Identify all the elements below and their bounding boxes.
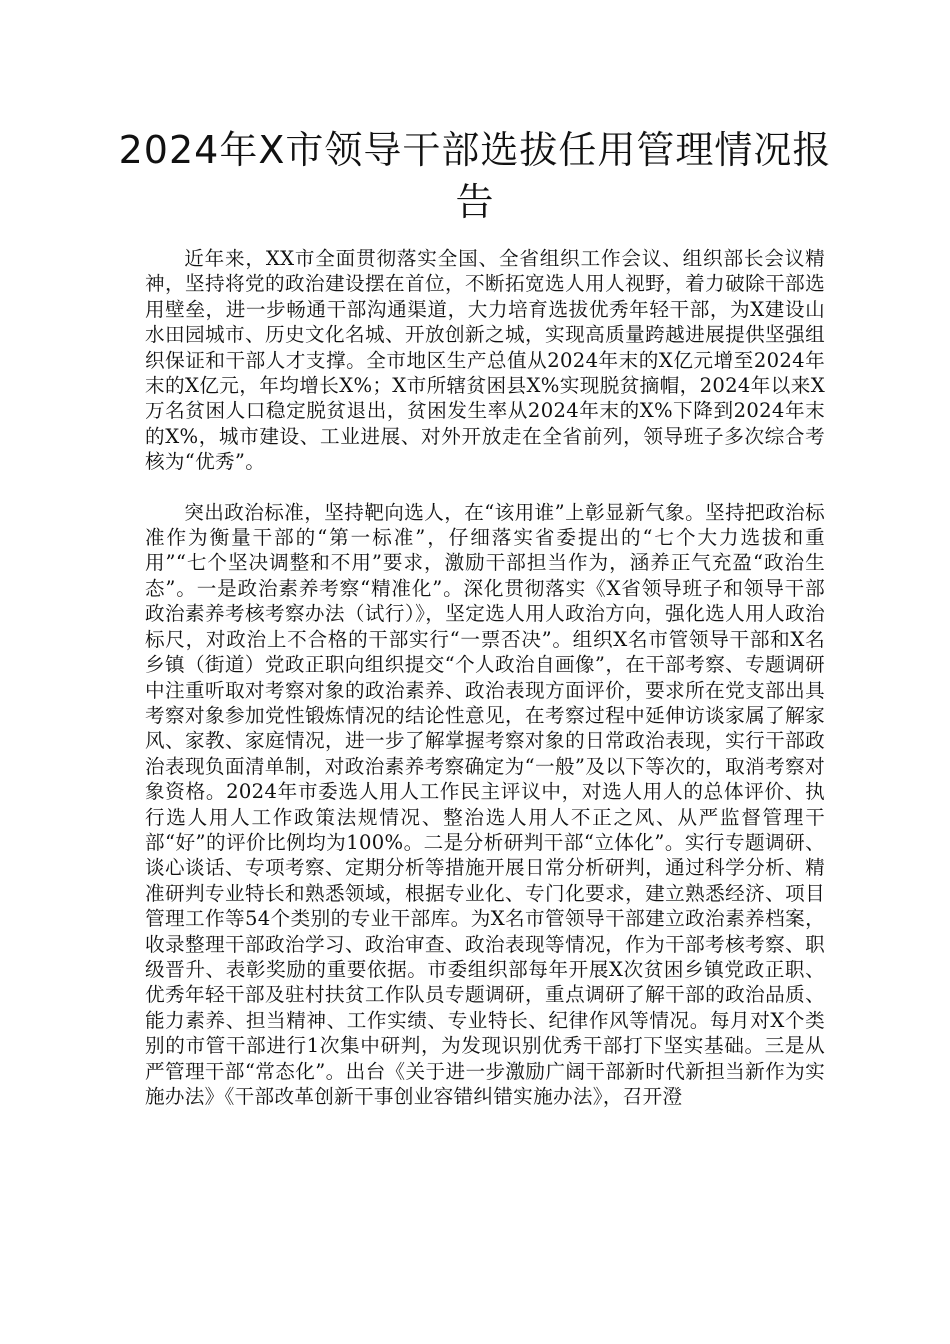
intro-paragraph: 近年来，XX市全面贯彻落实全国、全省组织工作会议、组织部长会议精神，坚持将党的政治建设摆在首位，不断拓宽选人用人视野，着力破除干部选用壁垒，进一步畅通干部沟通渠道，大力培育选拔优秀年轻干部，为X建设山水田园城市、历史文化名城、开放创新之城，实现高质量跨越进展提供坚强组织保证和干部人才支撑。全市地区生产总值从2024年末的X亿元增至2024年末的X亿元，年均增长X%；X市所辖贫困县X%实现脱贫摘帽，2024年以来X万名贫困人口稳定脱贫退出，贫困发生率从2024年末的X%下降到2024年末的X%，城市建设、工业进展、对外开放走在全省前列，领导班子多次综合考核为“优秀”。 [145,247,825,474]
body-paragraph: 突出政治标准，坚持靶向选人，在“该用谁”上彰显新气象。坚持把政治标准作为衡量干部的“第一标准”，仔细落实省委提出的“七个大力选拔和重用”“七个坚决调整和不用”要求，激励干部担当作为，涵养正气充盈“政治生态”。一是政治素养考察“精准化”。深化贯彻落实《X省领导班子和领导干部政治素养考核考察办法（试行）》，坚定选人用人政治方向，强化选人用人政治标尺，对政治上不合格的干部实行“一票否决”。组织X名市管领导干部和X名乡镇（街道）党政正职向组织提交“个人政治自画像”，在干部考察、专题调研中注重听取对考察对象的政治素养、政治表现方面评价，要求所在党支部出具考察对象参加党性锻炼情况的结论性意见，在考察过程中延伸访谈家属了解家风、家教、家庭情况，进一步了解掌握考察对象的日常政治表现，实行干部政治表现负面清单制，对政治素养考察确定为“一般”及以下等次的，取消考察对象资格。2024年市委选人用人工作民主评议中，对选人用人的总体评价、执行选人用人工作政策法规情况、整治选人用人不正之风、从严监督管理干部“好”的评价比例均为100%。二是分析研判干部“立体化”。实行专题调研、谈心谈话、专项考察、定期分析等措施开展日常分析研判，通过科学分析、精准研判专业特长和熟悉领域，根据专业化、专门化要求，建立熟悉经济、项目管理工作等54个类别的专业干部库。为X名市管领导干部建立政治素养档案，收录整理干部政治学习、政治审查、政治表现等情况，作为干部考核考察、职级晋升、表彰奖励的重要依据。市委组织部每年开展X次贫困乡镇党政正职、优秀年轻干部及驻村扶贫工作队员专题调研，重点调研了解干部的政治品质、能力素养、担当精神、工作实绩、专业特长、纪律作风等情况。每月对X个类别的市管干部进行1次集中研判，为发现识别优秀干部打下坚实基础。三是从严管理干部“常态化”。出台《关于进一步激励广阔干部新时代新担当新作为实施办法》《干部改革创新干事创业容错纠错实施办法》，召开澄 [145,500,825,1108]
document-body [145,246,825,1109]
document-title: 2024年X市领导干部选拔任用管理情况报告 [118,128,832,224]
